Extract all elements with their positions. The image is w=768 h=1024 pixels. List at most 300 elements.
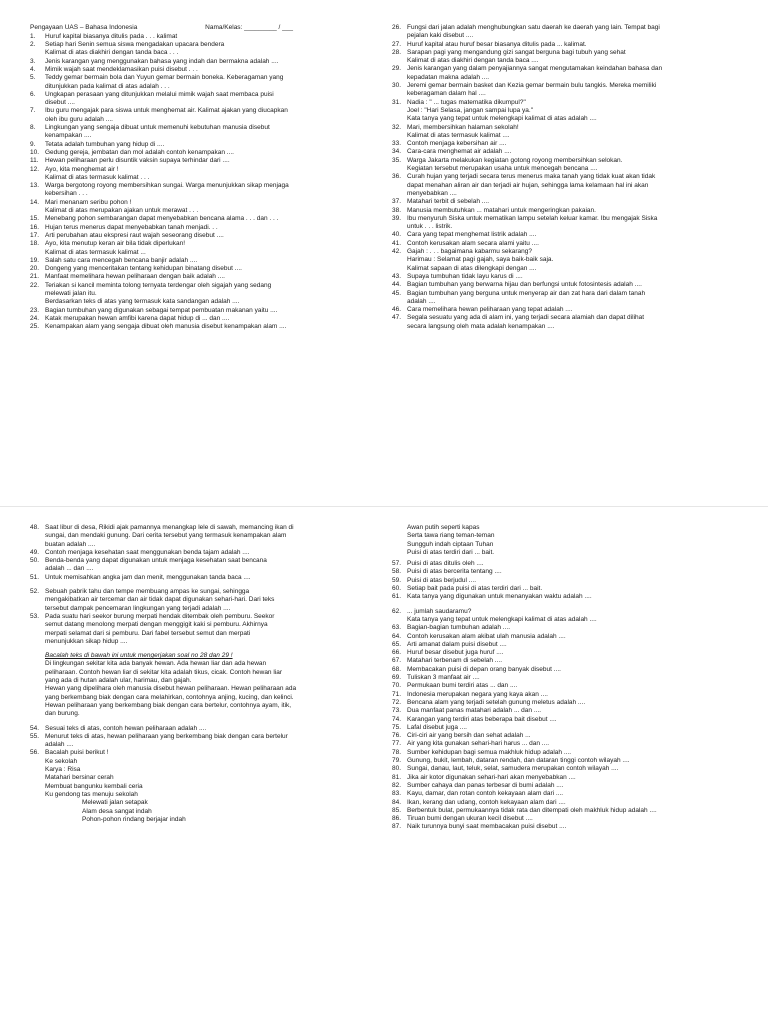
poem-title: Ke sekolah [45,757,78,765]
question-line: buatan adalah .... [45,540,96,548]
question-text [45,215,370,223]
reading-lines [30,660,370,718]
question-text [45,315,370,323]
question-number: 12. [30,165,40,173]
question-number: 6. [30,90,36,98]
question-line: Fungsi dari jalan adalah menghubungkan satu daerah ke daerah yang lain. Tempat bagi [407,24,660,31]
question-text [407,248,744,273]
question-text [45,232,370,240]
question-item [392,799,744,807]
question-line: Kata tanya yang tepat untuk melengkapi kalimat di atas adalah .... [407,615,597,623]
question-number: 26. [392,24,402,31]
question-text [407,633,744,641]
question-number: 27. [392,40,402,48]
question-line: Dua manfaat panas matahari adalah ... dan .... [407,707,542,715]
question-line: Sumber kehidupan bagi semua makhluk hidup adalah .... [407,748,572,756]
question-text [45,74,370,91]
question-text [45,33,370,41]
question-line: Sebuah pabrik tahu dan tempe membuang ampas ke sungai, sehingga [45,588,250,596]
question-item [30,215,370,223]
question-line: kebersihan . . . [45,190,88,198]
question-text [45,58,370,66]
question-number: 68. [392,665,402,673]
question-number: 34. [392,148,402,156]
question-text [407,823,744,831]
question-line: Curah hujan yang terjadi secara terus menerus maka tanah yang tidak kuat akan tidak [407,173,656,181]
question-item [30,725,370,733]
question-line: Kalimat di atas termasuk kalimat .... [407,131,510,139]
question-text [407,148,744,156]
question-item [30,524,370,549]
question-line: Tiruan bumi dengan ukuran kecil disebut .... [407,815,533,823]
question-line: Ayo, kita menghemat air ! [45,165,119,173]
question-line: Mari menanam seribu pohon ! [45,198,132,206]
question-text [45,323,370,331]
question-number: 65. [392,640,402,648]
text-line: Matahari bersinar cerah [45,774,114,782]
question-line: Mari, membersihkan halaman sekolah! [407,123,519,131]
question-line: Kalimat sapaan di atas dilengkapi dengan .... [407,264,537,272]
question-list [30,725,370,758]
question-list [392,608,744,832]
question-line: Kalimat di atas diakhiri dengan tanda baca .... [407,57,539,65]
question-text [407,306,744,314]
page2-left-column [30,524,370,824]
question-number: 9. [30,140,36,148]
question-item [392,682,744,690]
question-item [30,613,370,646]
question-text [45,749,370,757]
question-text [45,149,370,157]
question-item [30,273,370,281]
question-text [407,577,744,585]
question-item [392,807,744,815]
question-line: Berdasarkan teks di atas yang termasuk kata sandangan adalah .... [45,298,240,306]
question-item [30,282,370,307]
question-item [392,215,744,232]
text-line: Serta tawa riang teman-teman [407,532,495,540]
question-line: Arti amanat dalam puisi disebut .... [407,640,507,648]
question-item [392,231,744,239]
question-line: Kayu, damar, dan rotan contoh kekayaan alam dari .... [407,790,564,798]
question-item [392,82,744,99]
question-item [392,815,744,823]
question-text [45,166,370,183]
question-number: 67. [392,657,402,665]
name-class-label: Nama/Kelas: _________ / ___ [205,24,293,31]
question-line: Kata tanya yang tepat untuk melengkapi kalimat di atas adalah .... [407,115,597,123]
question-line: Bagian tumbuhan yang digunakan sebagai tempat pembuatan makanan yaitu .... [45,306,278,314]
question-line: Joel : "Hari Selasa, jangan sampai lupa ya." [407,106,534,114]
question-line: Cara-cara menghemat air adalah .... [407,148,512,156]
question-line: Huruf kapital biasanya ditulis pada . . . kalimat [45,32,178,40]
question-item [30,33,370,41]
question-line: Kalimat di atas diakhiri dengan tanda baca . . . [45,49,179,57]
question-item [392,306,744,314]
text-line: Sungguh indah ciptaan Tuhan [407,540,494,548]
question-item [30,733,370,750]
question-number: 45. [392,289,402,297]
question-item [392,707,744,715]
question-text [45,265,370,273]
question-item [392,666,744,674]
question-number: 77. [392,740,402,748]
question-line: Kalimat di atas termasuk kalimat ... [45,248,146,256]
question-text [45,41,370,58]
question-line: Huruf kapital atau huruf besar biasanya ditulis pada ... kalimat. [407,40,587,48]
question-number: 81. [392,773,402,781]
question-text [45,524,370,549]
question-text [407,568,744,576]
question-number: 84. [392,798,402,806]
question-number: 49. [30,548,40,556]
question-item [392,732,744,740]
question-number: 4. [30,65,36,73]
question-text [45,124,370,141]
question-item [392,157,744,174]
text-line: peliharaan. Contoh hewan liar di sekitar kita adalah tikus, cicak. Contoh hewan liar [45,668,283,676]
question-line: Ibu guru mengajak para siswa untuk menghemat air. Kalimat ajakan yang diucapkan [45,107,288,115]
question-number: 58. [392,568,402,576]
question-text [407,666,744,674]
question-number: 36. [392,173,402,181]
question-number: 61. [392,593,402,601]
question-text [45,733,370,750]
question-line: Tuliskan 3 manfaat air .... [407,674,480,682]
question-line: Gajah : . . . bagaimana kabarmu sekarang? [407,248,533,256]
question-text [407,24,744,41]
question-text [407,207,744,215]
question-number: 82. [392,781,402,789]
question-number: 64. [392,632,402,640]
question-line: Setiap hari Senin semua siswa mengadakan upacara bendera [45,41,225,49]
question-line: Membacakan puisi di depan orang banyak disebut .... [407,665,561,673]
question-item [30,157,370,165]
question-number: 66. [392,649,402,657]
question-item [392,608,744,625]
question-line: Sungai, danau, laut, teluk, selat, samudera merupakan contoh wilayah .... [407,765,619,773]
question-item [392,716,744,724]
poem-continued [392,524,744,557]
question-number: 15. [30,215,40,223]
question-line: Gedung gereja, jembatan dan mol adalah contoh kenampakan .... [45,148,234,156]
question-number: 53. [30,612,40,620]
question-line: Untuk memisahkan angka jam dan menit, menggunakan tanda baca .... [45,573,251,581]
question-text [407,593,744,601]
question-line: Manfaat memelihara hewan peliharaan dengan baik adalah .... [45,273,225,281]
question-item [30,240,370,257]
question-item [392,207,744,215]
poem [30,758,370,824]
question-number: 37. [392,198,402,206]
question-line: Matahari terbit di sebelah .... [407,198,490,206]
question-number: 80. [392,765,402,773]
question-line: Contoh kerusakan alam secara alami yaitu .... [407,239,539,247]
question-text [407,732,744,740]
question-number: 21. [30,273,40,281]
question-item [30,141,370,149]
question-text [407,716,744,724]
question-number: 24. [30,314,40,322]
text-line: Hewan yang dipelihara oleh manusia disebut hewan peliharaan. Hewan peliharaan ada [45,685,297,693]
question-line: Puisi di atas berjudul .... [407,576,477,584]
question-text [407,198,744,206]
question-number: 56. [30,749,40,757]
question-line: keberagaman dalam hal .... [407,90,486,98]
question-item [392,699,744,707]
question-number: 87. [392,823,402,831]
question-line: Mimik wajah saat mendeklamasikan puisi disebut . . . [45,65,198,73]
question-line: mengakibatkan air tercemar dan air tidak dapat digunakan sehari-hari. Dari teks [45,596,275,604]
question-text [45,725,370,733]
question-item [392,585,744,593]
question-line: sungai, dan mendaki gunung. Dari cerita tersebut yang termasuk kenampakan alam [45,532,287,540]
question-number: 71. [392,690,402,698]
question-item [392,749,744,757]
question-item [30,74,370,91]
question-text [407,707,744,715]
question-number: 75. [392,723,402,731]
question-text [45,91,370,108]
question-text [407,674,744,682]
question-number: 85. [392,806,402,814]
question-line: Contoh kerusakan alam akibat ulah manusia adalah .... [407,632,566,640]
question-list [30,588,370,646]
question-line: Contoh menjaga kebersihan air .... [407,140,507,148]
question-number: 83. [392,790,402,798]
question-line: Warga Jakarta melakukan kegiatan gotong royong membersihkan selokan. [407,156,623,164]
question-item [392,633,744,641]
question-line: menyebabkan .... [407,189,457,197]
question-line: Menebang pohon sembarangan dapat menyebabkan bencana alama . . . dan . . . [45,215,279,223]
question-text [407,240,744,248]
question-item [392,140,744,148]
question-text [407,740,744,748]
question-number: 41. [392,239,402,247]
question-item [392,823,744,831]
text-line: Puisi di atas terdiri dari ... bait. [407,548,495,556]
question-line: Cara memelihara hewan peliharaan yang tepat adalah .... [407,306,573,314]
question-item [392,782,744,790]
question-line: Dongeng yang menceritakan tentang kehidupan binatang disebut .... [45,265,242,273]
question-item [392,65,744,82]
question-line: Supaya tumbuhan tidak layu karus di .... [407,272,523,280]
text-line: yang berkembang biak dengan cara melahirkan, contohnya anjing, kucing, dan kelinci. [45,693,294,701]
question-text [407,749,744,757]
question-item [392,568,744,576]
question-item [392,657,744,665]
question-line: Kalimat di atas termasuk kalimat . . . [45,173,150,181]
question-line: Pada suatu hari seekor burung merpati hendak ditembak oleh pemburu. Seekor [45,612,275,620]
question-number: 39. [392,214,402,222]
page1-left-column [30,24,370,331]
question-number: 60. [392,585,402,593]
question-number: 8. [30,124,36,132]
text-line: Melewati jalan setapak [82,799,148,807]
question-item [392,740,744,748]
question-item [30,107,370,124]
question-number: 55. [30,732,40,740]
question-text [45,273,370,281]
worksheet-header [30,24,370,32]
question-text [45,182,370,199]
question-list [392,24,744,331]
question-number: 46. [392,306,402,314]
question-line: Segala sesuatu yang ada di alam ini, yang terjadi secara alamiah dan dapat dilihat [407,314,645,322]
question-line: Jenis karangan yang menggunakan bahasa yang indah dan bermakna adalah .... [45,57,279,65]
question-number: 16. [30,223,40,231]
question-text [45,588,370,613]
question-item [392,593,744,601]
question-line: Warga bergotong royong membersihkan sungai. Warga menunjukkan sikap menjaga [45,182,289,190]
question-text [407,765,744,773]
question-item [392,560,744,568]
question-line: kenampakan .... [45,132,92,140]
question-line: Kalimat di atas merupakan ajakan untuk merawat . . . [45,207,199,215]
question-item [30,41,370,58]
text-line: Alam desa sangat indah [82,807,152,815]
question-number: 72. [392,698,402,706]
question-text [45,107,370,124]
question-line: dapat menahan aliran air dan terjadi air hujan, sehingga lama kelamaan hal ini akan [407,181,649,189]
question-item [392,314,744,331]
question-line: kepadatan makna adalah .... [407,73,490,81]
question-item [30,66,370,74]
question-text [45,557,370,574]
question-text [407,682,744,690]
question-line: Ayo, kita menutup keran air bila tidak diperlukan! [45,240,186,248]
question-list [392,560,744,601]
question-item [30,549,370,557]
question-item [30,323,370,331]
question-line: Bencana alam yang terjadi setelah gunung meletus adalah .... [407,698,586,706]
question-text [45,199,370,216]
question-text [407,65,744,82]
question-line: Jenis karangan yang dalam penyajiannya sangat mengutamakan keindahan bahasa dan [407,65,663,73]
question-text [45,613,370,646]
question-item [30,58,370,66]
reading-title: Bacalah teks di bawah ini untuk mengerjakan soal no 28 dan 29 ! [45,652,233,660]
question-number: 40. [392,231,402,239]
question-line: Karangan yang terdiri atas beberapa bait disebut .... [407,715,557,723]
question-item [30,124,370,141]
question-number: 3. [30,57,36,65]
question-number: 43. [392,272,402,280]
question-text [407,585,744,593]
question-item [30,257,370,265]
question-line: tersebut dampak pencemaran lingkungan yang terjadi adalah .... [45,604,231,612]
question-number: 76. [392,732,402,740]
question-line: Hujan terus menerus dapat menyebabkan tanah menjadi. . . [45,223,218,231]
question-text [45,240,370,257]
question-line: Hewan peliharaan perlu disuntik vaksin supaya terhindar dari .... [45,157,230,165]
question-line: Puisi di atas bercerita tentang .... [407,568,502,576]
question-item [392,281,744,289]
question-text [407,99,744,124]
question-text [407,782,744,790]
question-line: Naik turunnya bunyi saat membacakan puisi disebut .... [407,823,567,831]
question-line: Teriakan si kancil meminta tolong ternyata terdengar oleh sigajah yang sedang [45,281,272,289]
question-text [407,649,744,657]
poem-lines [30,774,370,799]
question-item [392,774,744,782]
question-line: Menurut teks di atas, hewan peliharaan yang berkembang biak dengan cara bertelur [45,732,288,740]
question-number: 2. [30,41,36,49]
page1-right-column [392,24,744,331]
question-line: Sesuai teks di atas, contoh hewan peliharaan adalah .... [45,724,207,732]
question-item [392,674,744,682]
question-text [407,231,744,239]
question-number: 32. [392,123,402,131]
question-item [392,724,744,732]
question-line: ... jumlah saudaramu? [407,607,472,615]
question-line: Air yang kita gunakan sehari-hari harus ... dan .... [407,740,549,748]
question-line: Jeremi gemar bermain basket dan Kezia gemar bermain bulu tangkis. Mereka memiliki [407,82,657,90]
question-text [45,141,370,149]
question-item [392,649,744,657]
question-item [392,240,744,248]
question-text [407,560,744,568]
question-number: 19. [30,256,40,264]
question-line: Berbentuk bulat, permukaannya tidak rata dan ditempati oleh makhluk hidup adalah .... [407,806,657,814]
question-item [392,99,744,124]
question-line: Setiap bait pada puisi di atas terdiri dari ... bait. [407,585,543,593]
question-line: Arti perubahan atau ekspresi raut wajah seseorang disebut .... [45,231,224,239]
question-line: Cara yang tepat menghemat listrik adalah .... [407,231,537,239]
question-text [407,41,744,49]
question-text [407,290,744,307]
question-text [407,641,744,649]
question-line: Bagian tumbuhan yang berwarna hijau dan berfungsi untuk fotosintesis adalah .... [407,281,642,289]
question-number: 30. [392,82,402,90]
question-number: 54. [30,724,40,732]
question-item [30,224,370,232]
question-text [407,82,744,99]
question-item [392,173,744,198]
question-line: Permukaan bumi terdiri atas ... dan .... [407,682,518,690]
question-line: Benda-benda yang dapat digunakan untuk menjaga kesehatan saat bencana [45,557,267,565]
question-number: 29. [392,65,402,73]
question-line: Ibu menyuruh Siska untuk mematikan lampu setelah keluar kamar. Ibu mengajak Siska [407,214,658,222]
question-item [30,232,370,240]
question-number: 13. [30,182,40,190]
question-number: 73. [392,707,402,715]
question-item [30,199,370,216]
question-line: Jika air kotor digunakan sehari-hari akan menyebabkan .... [407,773,576,781]
question-line: Lingkungan yang sengaja dibuat untuk memenuhi kebutuhan manusia disebut [45,124,270,132]
question-line: Sarapan pagi yang mengandung gizi sangat berguna bagi tubuh yang sehat [407,48,626,56]
question-number: 5. [30,74,36,82]
question-text [45,224,370,232]
question-line: Sumber cahaya dan panas terbesar di bumi adalah .... [407,781,564,789]
question-item [392,24,744,41]
question-text [407,691,744,699]
question-number: 31. [392,98,402,106]
question-list [30,33,370,332]
question-item [30,166,370,183]
question-line: Bagian-bagian tumbuhan adalah .... [407,624,510,632]
question-number: 86. [392,815,402,823]
text-line: Di lingkungan sekitar kita ada banyak hewan. Ada hewan liar dan ada hewan [45,660,267,668]
question-text [407,140,744,148]
reading-passage [30,652,370,718]
question-text [407,724,744,732]
question-line: Contoh menjaga kesehatan saat menggunakan benda tajam adalah .... [45,548,250,556]
page-divider [0,506,768,507]
question-item [30,149,370,157]
question-line: merpati selamat dari si pemburu. Dari fabel tersebut semut dan merpati [45,629,251,637]
question-number: 33. [392,140,402,148]
